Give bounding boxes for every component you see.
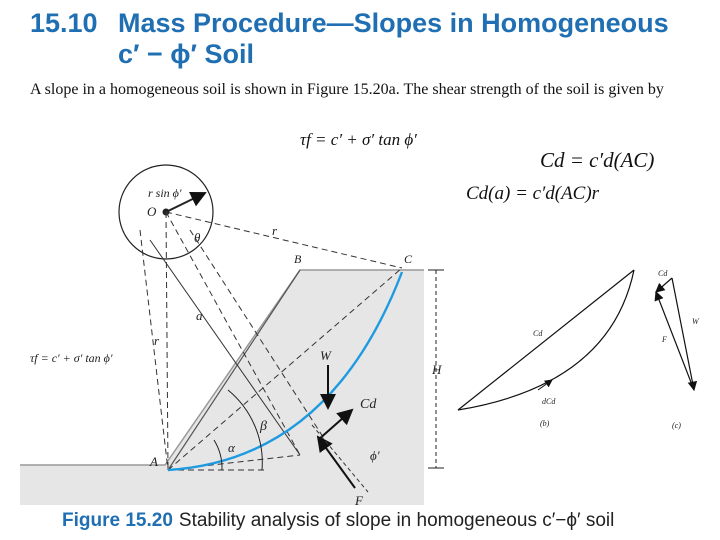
label-c-f: F xyxy=(662,335,667,344)
label-alpha: α xyxy=(228,440,235,455)
label-r-side: r xyxy=(154,333,160,348)
force-cd xyxy=(656,278,672,292)
title-line-1: Mass Procedure—Slopes in Homogeneous xyxy=(118,8,669,38)
label-A: A xyxy=(150,454,158,469)
cd-equation: Cd = c′d(AC) xyxy=(540,148,655,172)
section-number: 15.10 xyxy=(30,8,98,38)
figure-caption xyxy=(62,510,614,532)
label-Cd: Cd xyxy=(360,397,377,412)
label-W: W xyxy=(320,348,331,363)
label-theta: θ xyxy=(194,230,201,245)
label-c-cd: Cd xyxy=(658,269,668,278)
label-c-w: W xyxy=(692,317,699,326)
label-rsin: r sin ϕ′ xyxy=(148,186,182,200)
dcd-arrow xyxy=(538,380,552,390)
label-tau: τf = c′ + σ′ tan ϕ′ xyxy=(30,351,113,365)
chord-line xyxy=(458,270,634,410)
label-beta: β xyxy=(260,419,267,434)
label-r-top: r xyxy=(272,223,278,238)
label-b-cd: Cd xyxy=(533,329,543,338)
label-a: a xyxy=(196,308,203,323)
shear-strength-equation: τf = c′ + σ′ tan ϕ′ xyxy=(300,130,417,149)
label-b-dcd: dCd xyxy=(542,397,556,406)
figure-c xyxy=(656,278,694,390)
label-H: H xyxy=(432,362,442,377)
label-F: F xyxy=(355,493,363,508)
force-w xyxy=(672,278,694,390)
label-C: C xyxy=(404,252,413,266)
label-c-panel: (c) xyxy=(672,421,681,430)
label-B: B xyxy=(294,252,302,266)
label-b-panel: (b) xyxy=(540,419,550,428)
intro-paragraph: A slope in a homogeneous soil is shown in Figure 15.20a. The shear strength of the soil is given by xyxy=(30,81,664,98)
cd-moment-equation: Cd(a) = c′d(AC)r xyxy=(466,183,600,204)
label-phi: ϕ′ xyxy=(370,448,380,463)
title-line-2: c′ − ϕ′ Soil xyxy=(118,39,254,69)
figure-b xyxy=(458,270,634,410)
figure-number: Figure 15.20 xyxy=(62,510,173,531)
figure-caption-text: Stability analysis of slope in homogeneous c′−ϕ′ soil xyxy=(178,510,615,531)
label-O: O xyxy=(147,204,157,219)
